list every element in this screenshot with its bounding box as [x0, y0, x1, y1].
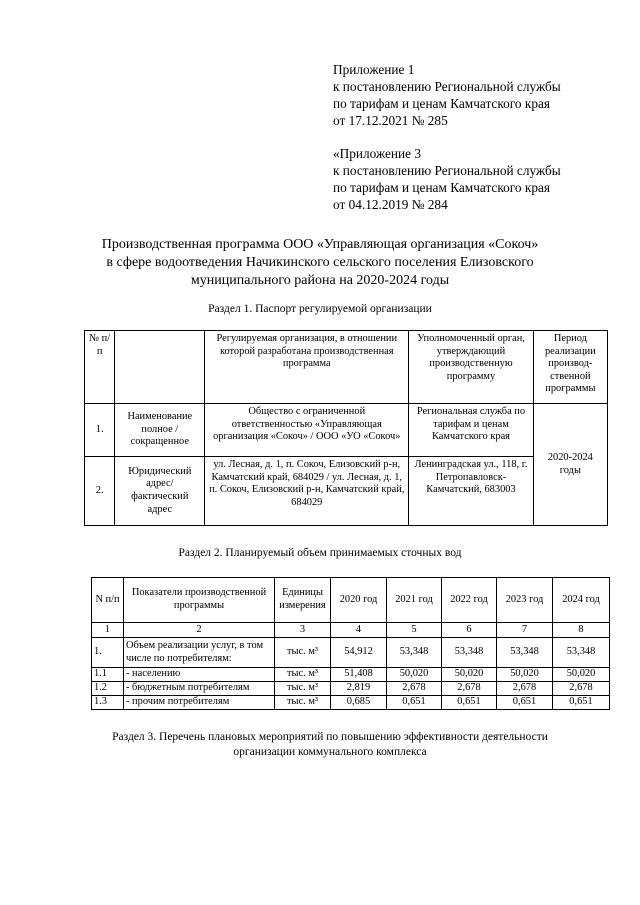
value-2024: 0,651: [553, 696, 610, 710]
column-number: 6: [442, 623, 497, 638]
row-number: 1.1: [92, 668, 124, 682]
appendix-3-line: от 04.12.2019 № 284: [333, 197, 448, 212]
authority-header: Уполномоченный орган, утверждающий производственную программу: [409, 331, 533, 404]
row-label: Юридический адрес/фактический адрес: [115, 457, 205, 526]
table-row: [92, 638, 610, 668]
value-2024: 50,020: [553, 668, 610, 682]
column-number: 3: [275, 623, 331, 638]
appendix-3-line: по тарифам и ценам Камчатского края: [333, 180, 550, 195]
appendix-1-line: по тарифам и ценам Камчатского края: [333, 96, 550, 111]
value-2020: 51,408: [331, 668, 387, 682]
row-number: 1.: [85, 404, 115, 457]
volume-header-row: [92, 578, 610, 623]
header-cell: 2022 год: [442, 578, 497, 623]
appendix-3-line: «Приложение 3: [333, 146, 421, 161]
appendix-1-header: [333, 61, 633, 129]
value-2021: 0,651: [387, 696, 442, 710]
header-cell: Единицы измерения: [275, 578, 331, 623]
column-number: 2: [124, 623, 275, 638]
column-number: 8: [553, 623, 610, 638]
indicator-name: - бюджетным потребителям: [124, 682, 275, 696]
appendix-1-line: от 17.12.2021 № 285: [333, 113, 448, 128]
org-name: Общество с ограниченной ответственностью «Управляющая организация «Сокоч» / ООО «УО «Сокоч»: [205, 404, 409, 457]
value-2021: 2,678: [387, 682, 442, 696]
value-2023: 50,020: [497, 668, 553, 682]
value-2020: 2,819: [331, 682, 387, 696]
column-number-row: [92, 623, 610, 638]
header-cell: 2021 год: [387, 578, 442, 623]
value-2023: 0,651: [497, 696, 553, 710]
document-title: Производственная программа ООО «Управляющая организация «Сокоч» в сфере водоотведения Начикинского сельского поселения Елизовского муниципального района на 2020-2024 годы: [101, 237, 539, 288]
unit: тыс. м³: [275, 696, 331, 710]
unit: тыс. м³: [275, 668, 331, 682]
indicator-name: - населению: [124, 668, 275, 682]
empty-header: [115, 331, 205, 404]
header-cell: 2024 год: [553, 578, 610, 623]
row-number: 2.: [85, 457, 115, 526]
section-1-heading: Раздел 1. Паспорт регулируемой организации: [208, 303, 432, 315]
passport-header-row: [85, 331, 608, 404]
value-2022: 2,678: [442, 682, 497, 696]
column-number: 1: [92, 623, 124, 638]
period-header: Период реализации производ-ственной программы: [533, 331, 607, 404]
header-cell: N п/п: [92, 578, 124, 623]
table-row: [92, 696, 610, 710]
value-2021: 50,020: [387, 668, 442, 682]
value-2024: 53,348: [553, 638, 610, 668]
period-value: 2020-2024 годы: [533, 404, 607, 526]
section-3-heading: Раздел 3. Перечень плановых мероприятий по повышению эффективности деятельности организации коммунального комплекса: [112, 731, 548, 758]
indicator-name: - прочим потребителям: [124, 696, 275, 710]
row-number: 1.3: [92, 696, 124, 710]
value-2020: 0,685: [331, 696, 387, 710]
header-cell: 2020 год: [331, 578, 387, 623]
indicator-name: Объем реализации услуг, в том числе по потребителям:: [124, 638, 275, 668]
header-cell: 2023 год: [497, 578, 553, 623]
appendix-1-line: к постановлению Региональной службы: [333, 79, 561, 94]
passport-row-address: [85, 457, 608, 526]
num-header: № п/п: [85, 331, 115, 404]
column-number: 7: [497, 623, 553, 638]
authority-name: Региональная служба по тарифам и ценам Камчатского края: [409, 404, 533, 457]
appendix-3-line: к постановлению Региональной службы: [333, 163, 561, 178]
value-2023: 53,348: [497, 638, 553, 668]
volume-table: [91, 577, 610, 710]
value-2021: 53,348: [387, 638, 442, 668]
table-row: [92, 668, 610, 682]
column-number: 5: [387, 623, 442, 638]
appendix-1-line: Приложение 1: [333, 62, 415, 77]
header-cell: Показатели производственной программы: [124, 578, 275, 623]
unit: тыс. м³: [275, 682, 331, 696]
passport-table: [84, 330, 608, 526]
value-2022: 53,348: [442, 638, 497, 668]
value-2022: 0,651: [442, 696, 497, 710]
row-number: 1.2: [92, 682, 124, 696]
authority-address: Ленинградская ул., 118, г. Петропавловск-Камчатский, 683003: [409, 457, 533, 526]
unit: тыс. м³: [275, 638, 331, 668]
column-number: 4: [331, 623, 387, 638]
org-header: Регулируемая организация, в отношении которой разработана производственная программа: [205, 331, 409, 404]
row-label: Наименование полное / сокращенное: [115, 404, 205, 457]
passport-row-name: [85, 404, 608, 457]
section-2-heading: Раздел 2. Планируемый объем принимаемых сточных вод: [178, 547, 462, 559]
value-2020: 54,912: [331, 638, 387, 668]
org-address: ул. Лесная, д. 1, п. Сокоч, Елизовский р-н, Камчатский край, 684029 / ул. Лесная, д. 1, п. Сокоч, Елизовский р-н, Камчатский край, 684029: [205, 457, 409, 526]
table-row: [92, 682, 610, 696]
value-2024: 2,678: [553, 682, 610, 696]
value-2022: 50,020: [442, 668, 497, 682]
row-number: 1.: [92, 638, 124, 668]
appendix-3-header: [333, 145, 633, 213]
value-2023: 2,678: [497, 682, 553, 696]
